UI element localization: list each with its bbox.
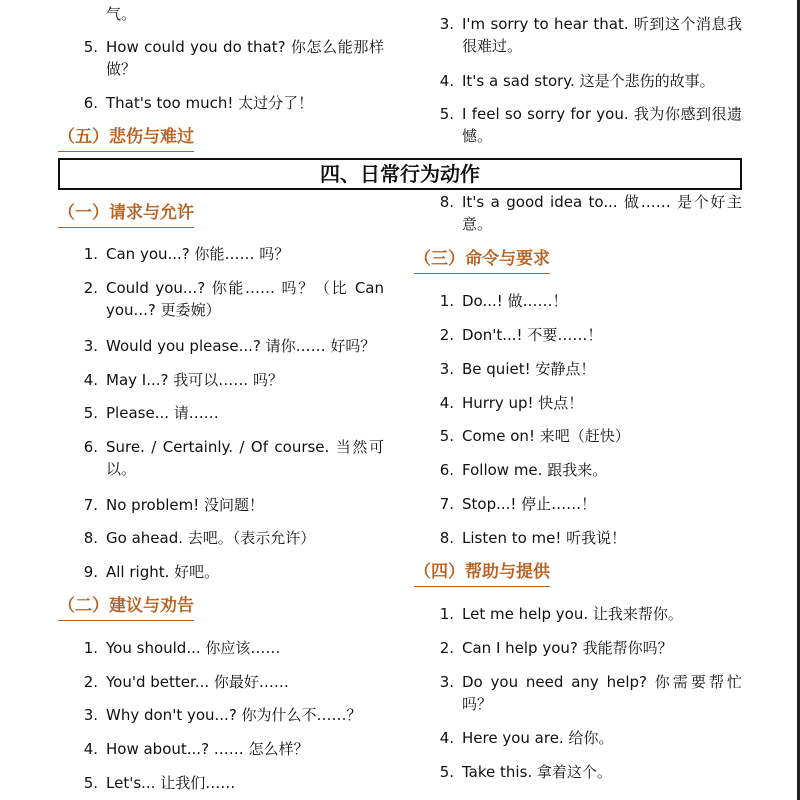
item-text: Take this. 拿着这个。 [462,763,612,781]
heading-text: （四）帮助与提供 [414,562,550,582]
item-text: Listen to me! 听我说！ [462,529,627,547]
item-number: 2. [83,279,98,297]
item-number: 7. [83,496,98,514]
item-number: 8. [439,529,454,547]
item-text: You should... 你应该…… [106,639,281,657]
item-text: Could you...? 你能…… 吗？（比 Can you...? 更委婉） [106,279,384,319]
item-text: How about...? …… 怎么样？ [106,740,309,758]
item-text: Please... 请…… [106,404,219,422]
item-number: 6. [83,94,98,112]
heading-underline [414,273,550,274]
item-text: I'm sorry to hear that. 听到这个消息我很难过。 [462,15,742,55]
item-text: You'd better... 你最好…… [106,673,289,691]
section-heading [414,560,550,584]
item-number: 2. [439,639,454,657]
item-number: 1. [439,605,454,623]
right-column [414,0,746,800]
item-number: 9. [83,563,98,581]
item-text: Let me help you. 让我来帮你。 [462,605,683,623]
item-number: 4. [439,729,454,747]
item-text: Be quiet! 安静点！ [462,360,596,378]
list-item [58,277,388,321]
heading-text: （二）建议与劝告 [58,596,194,616]
list-item [414,671,746,715]
item-number: 2. [439,326,454,344]
item-text: No problem! 没问题！ [106,496,265,514]
item-number: 4. [439,394,454,412]
section-heading [58,594,194,618]
left-column [58,0,388,800]
heading-underline [414,586,550,587]
list-item [58,436,388,480]
item-number: 5. [439,427,454,445]
item-text: Would you please...? 请你…… 好吗？ [106,337,376,355]
item-number: 5. [439,105,454,123]
item-text: Can you...? 你能…… 吗？ [106,245,290,263]
item-number: 4. [83,371,98,389]
item-text: 气。 [106,5,137,23]
item-text: Sure. / Certainly. / Of course. 当然可以。 [106,438,384,478]
item-text: Here you are. 给你。 [462,729,614,747]
heading-underline [58,151,194,152]
heading-underline [58,227,194,228]
item-text: How could you do that? 你怎么能那样做？ [106,38,384,78]
section-heading [414,247,550,271]
item-number: 3. [439,673,454,691]
item-text: Don't...! 不要……！ [462,326,603,344]
item-text: Hurry up! 快点！ [462,394,584,412]
list-item [414,103,746,147]
item-number: 1. [83,245,98,263]
list-item [58,36,388,80]
item-number: 5. [83,774,98,792]
item-number: 5. [439,763,454,781]
item-text: Go ahead. 去吧。（表示允许） [106,529,316,547]
item-text: Stop...! 停止……！ [462,495,597,513]
item-number: 4. [439,72,454,90]
item-number: 3. [83,337,98,355]
item-text: Do...! 做……！ [462,292,568,310]
item-number: 2. [83,673,98,691]
item-number: 6. [439,461,454,479]
section-heading [58,125,194,149]
item-number: 1. [83,639,98,657]
item-text: That's too much! 太过分了！ [106,94,314,112]
item-text: I feel so sorry for you. 我为你感到很遗憾。 [462,105,742,145]
item-number: 4. [83,740,98,758]
item-number: 3. [439,15,454,33]
item-text: Let's... 让我们…… [106,774,236,792]
item-number: 5. [83,404,98,422]
heading-text: （三）命令与要求 [414,249,550,269]
list-item [414,13,746,57]
item-text: It's a sad story. 这是个悲伤的故事。 [462,72,715,90]
item-text: All right. 好吧。 [106,563,220,581]
item-text: Do you need any help? 你需要帮忙吗？ [462,673,742,713]
heading-underline [58,620,194,621]
item-number: 6. [83,438,98,456]
list-item [414,191,746,235]
item-text: May I...? 我可以…… 吗？ [106,371,284,389]
heading-text: （一）请求与允许 [58,203,194,223]
section-banner: 四、日常行为动作 [58,158,742,190]
item-text: It's a good idea to... 做…… 是个好主意。 [462,193,742,233]
item-number: 3. [439,360,454,378]
item-text: Follow me. 跟我来。 [462,461,608,479]
item-text: Why don't you...? 你为什么不……？ [106,706,362,724]
item-number: 5. [83,38,98,56]
item-number: 1. [439,292,454,310]
item-number: 8. [83,529,98,547]
item-number: 3. [83,706,98,724]
item-number: 7. [439,495,454,513]
item-number: 8. [439,193,454,211]
item-text: Can I help you? 我能帮你吗？ [462,639,673,657]
section-heading [58,201,194,225]
item-text: Come on! 来吧（赶快） [462,427,630,445]
heading-text: （五）悲伤与难过 [58,127,194,147]
